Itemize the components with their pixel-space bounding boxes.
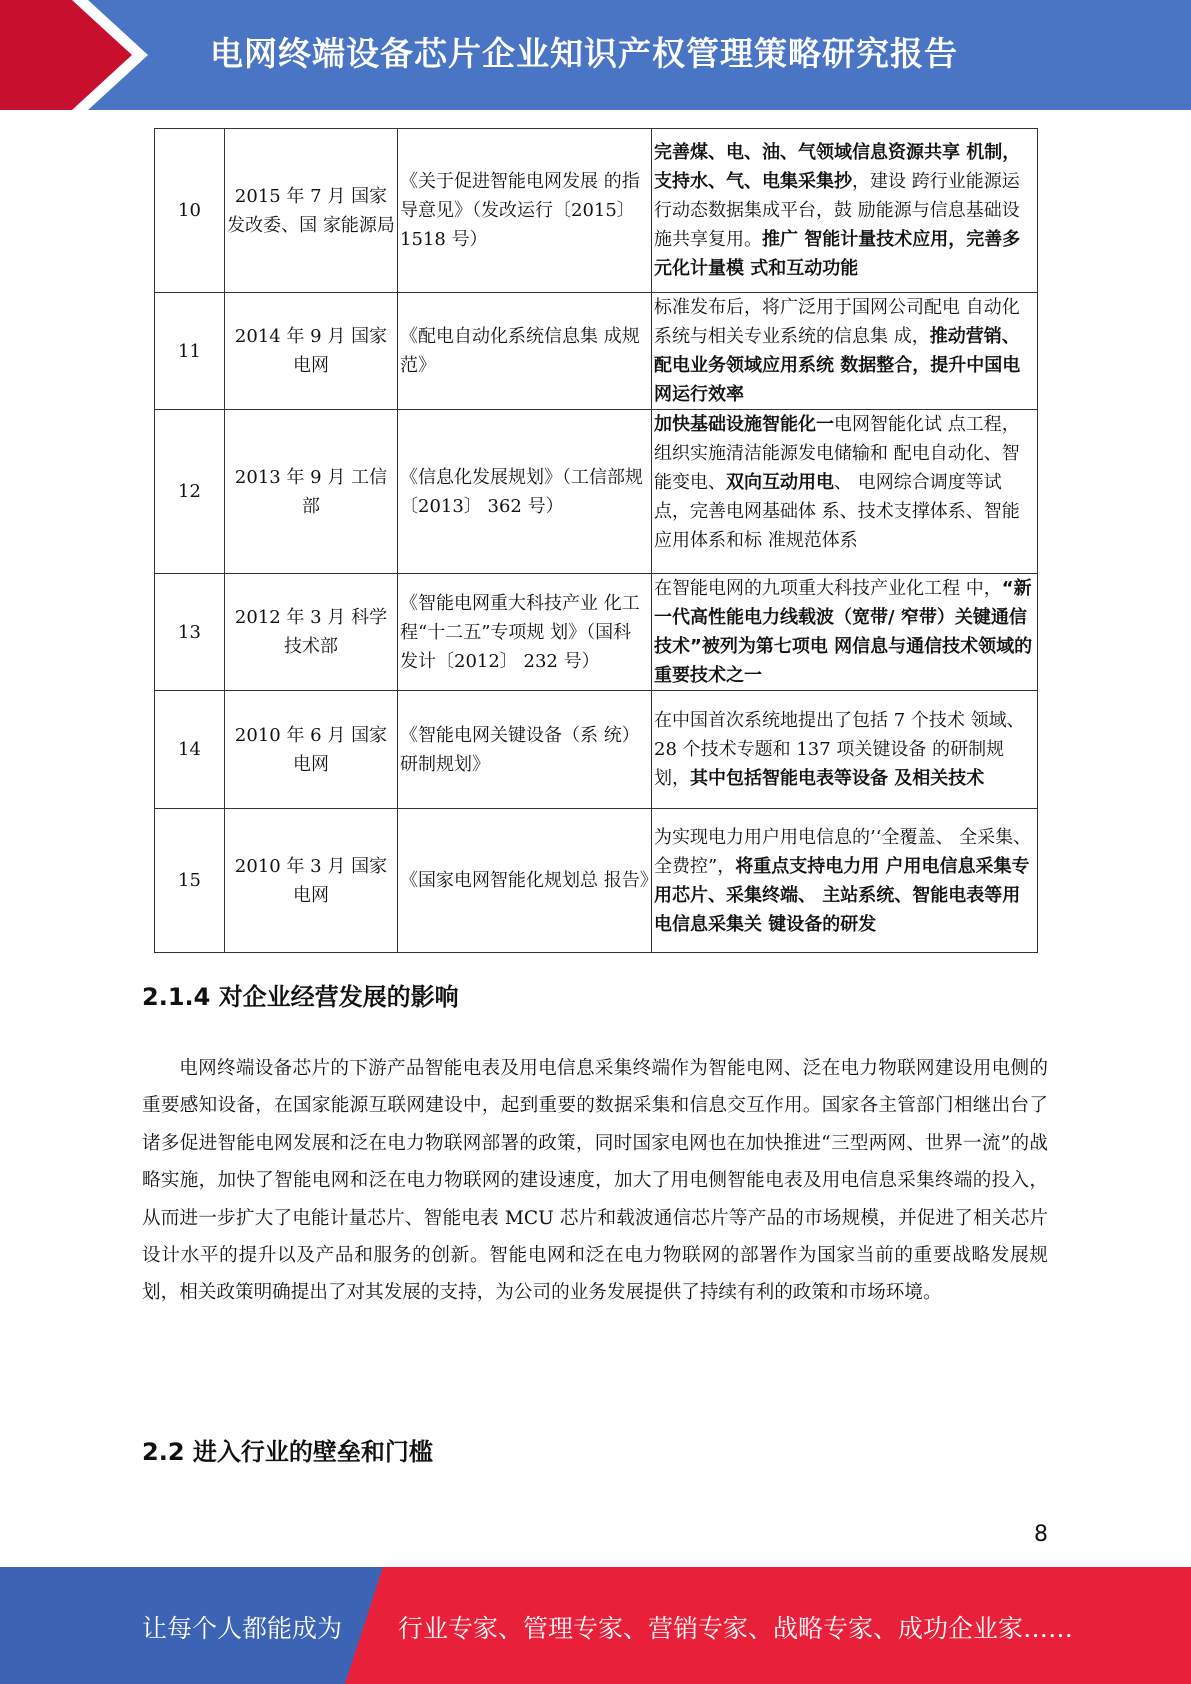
table-row: [155, 809, 1038, 953]
policy-document-cell: 《信息化发展规划》（工信部规〔2013〕 362 号）: [398, 410, 652, 574]
emphasis-text: 将重点支持电力用 户用电信息采集专用芯片、采集终端、 主站系统、智能电表等用电信息采集关 键设备的研发: [654, 855, 1030, 935]
policy-document-cell: 《国家电网智能化规划总 报告》: [398, 809, 652, 953]
policy-content-cell: [652, 809, 1038, 953]
emphasis-text: 推动营销、配电业务领域应用系统 数据整合，提升中国电网运行效率: [654, 326, 1021, 405]
issue-date-agency-cell: 2010 年 6 月 国家电网: [225, 691, 398, 809]
content-text: 在中国首次系统地提出了包括 7 个技术 领域、28 个技术专题和 137 项关键设备 的研制规划，: [654, 710, 1025, 789]
row-number-cell: 14: [155, 691, 225, 809]
emphasis-text: 其中包括智能电表等设备 及相关技术: [690, 768, 985, 789]
table-row: [155, 691, 1038, 809]
policy-document-cell: 《智能电网关键设备（系 统）研制规划》: [398, 691, 652, 809]
issue-date-agency-cell: 2015 年 7 月 国家发改委、国 家能源局: [225, 129, 398, 293]
footer-slogan-left: 让每个人都能成为: [142, 1614, 343, 1643]
row-number-cell: 12: [155, 410, 225, 574]
emphasis-text: 完善煤、电、油、气领域信息资源共享 机制，支持水、气、电集采集抄: [654, 142, 1021, 192]
policy-document-cell: 《智能电网重大科技产业 化工程“十二五”专项规 划》（国科发计〔2012〕 232 号）: [398, 574, 652, 691]
issue-date-agency-cell: 2012 年 3 月 科学技术部: [225, 574, 398, 691]
content-text: 电网智能化试 点工程，组织实施清洁能源发电储输和 配电自动化、智能变电、: [654, 414, 1020, 493]
content-text: 在智能电网的九项重大科技产业化工程 中，: [654, 578, 1002, 599]
page-number: 8: [1034, 1522, 1048, 1547]
policy-table: [154, 128, 1038, 953]
row-number-cell: 10: [155, 129, 225, 293]
content-text: ，建设 跨行业能源运行动态数据集成平台，鼓 励能源与信息基础设施共享复用。: [654, 171, 1020, 250]
content-text: 为实现电力用户用电信息的’‘全覆盖、 全采集、全费控”，: [654, 826, 1032, 877]
header-arrow-decoration: [0, 0, 150, 110]
table-row: [155, 574, 1038, 691]
policy-content-cell: [652, 129, 1038, 293]
policy-content-cell: [652, 691, 1038, 809]
policy-document-cell: 《关于促进智能电网发展 的指导意见》（发改运行〔2015〕1518 号）: [398, 129, 652, 293]
issue-date-agency-cell: 2014 年 9 月 国家电网: [225, 293, 398, 410]
section-heading-2-1-4: 2.1.4 对企业经营发展的影响: [142, 983, 459, 1011]
footer-slogan-right: 行业专家、管理专家、营销专家、战略专家、成功企业家……: [398, 1614, 1074, 1643]
issue-date-agency-cell: 2013 年 9 月 工信部: [225, 410, 398, 574]
policy-document-cell: 《配电自动化系统信息集 成规范》: [398, 293, 652, 410]
emphasis-text: 双向互动用电: [726, 472, 834, 493]
policy-content-cell: [652, 293, 1038, 410]
page-header: [0, 0, 1191, 110]
emphasis-text: “新一代高性能电力线载波（宽带/ 窄带）关键通信技术”被列为第七项电 网信息与通信技术领域的重要技术之一: [654, 578, 1033, 686]
section-paragraph: 电网终端设备芯片的下游产品智能电表及用电信息采集终端作为智能电网、泛在电力物联网建设用电侧的重要感知设备，在国家能源互联网建设中，起到重要的数据采集和信息交互作用。国家各主管部门相继出台了诸多促进智能电网发展和泛在电力物联网部署的政策，同时国家电网也在加快推进“三型两网、世界一流”的战略实施，加快了智能电网和泛在电力物联网的建设速度，加大了用电侧智能电表及用电信息采集终端的投入，从而进一步扩大了电能计量芯片、智能电表 MCU 芯片和载波通信芯片等产品的市场规模，并促进了相关芯片设计水平的提升以及产品和服务的创新。智能电网和泛在电力物联网的部署作为国家当前的重要战略发展规划，相关政策明确提出了对其发展的支持，为公司的业务发展提供了持续有利的政策和市场环境。: [142, 1058, 1048, 1304]
issue-date-agency-cell: 2010 年 3 月 国家电网: [225, 809, 398, 953]
content-text: 、 电网综合调度等试点，完善电网基础体 系、技术支撑体系、智能应用体系和标 准规范体系: [654, 472, 1020, 551]
policy-content-cell: [652, 574, 1038, 691]
emphasis-text: 推广 智能计量技术应用，完善多元化计量模 式和互动功能: [654, 229, 1021, 279]
table-row: [155, 129, 1038, 293]
table-row: [155, 293, 1038, 410]
content-text: 标准发布后，将广泛用于国网公司配电 自动化系统与相关专业系统的信息集 成，: [654, 297, 1020, 347]
row-number-cell: 15: [155, 809, 225, 953]
page-footer: [0, 1567, 1191, 1684]
report-title: 电网终端设备芯片企业知识产权管理策略研究报告: [210, 34, 958, 73]
row-number-cell: 13: [155, 574, 225, 691]
section-heading-2-2: 2.2 进入行业的壁垒和门槛: [142, 1438, 433, 1466]
table-row: [155, 410, 1038, 574]
emphasis-text: 加快基础设施智能化一: [654, 414, 834, 435]
policy-content-cell: [652, 410, 1038, 574]
row-number-cell: 11: [155, 293, 225, 410]
